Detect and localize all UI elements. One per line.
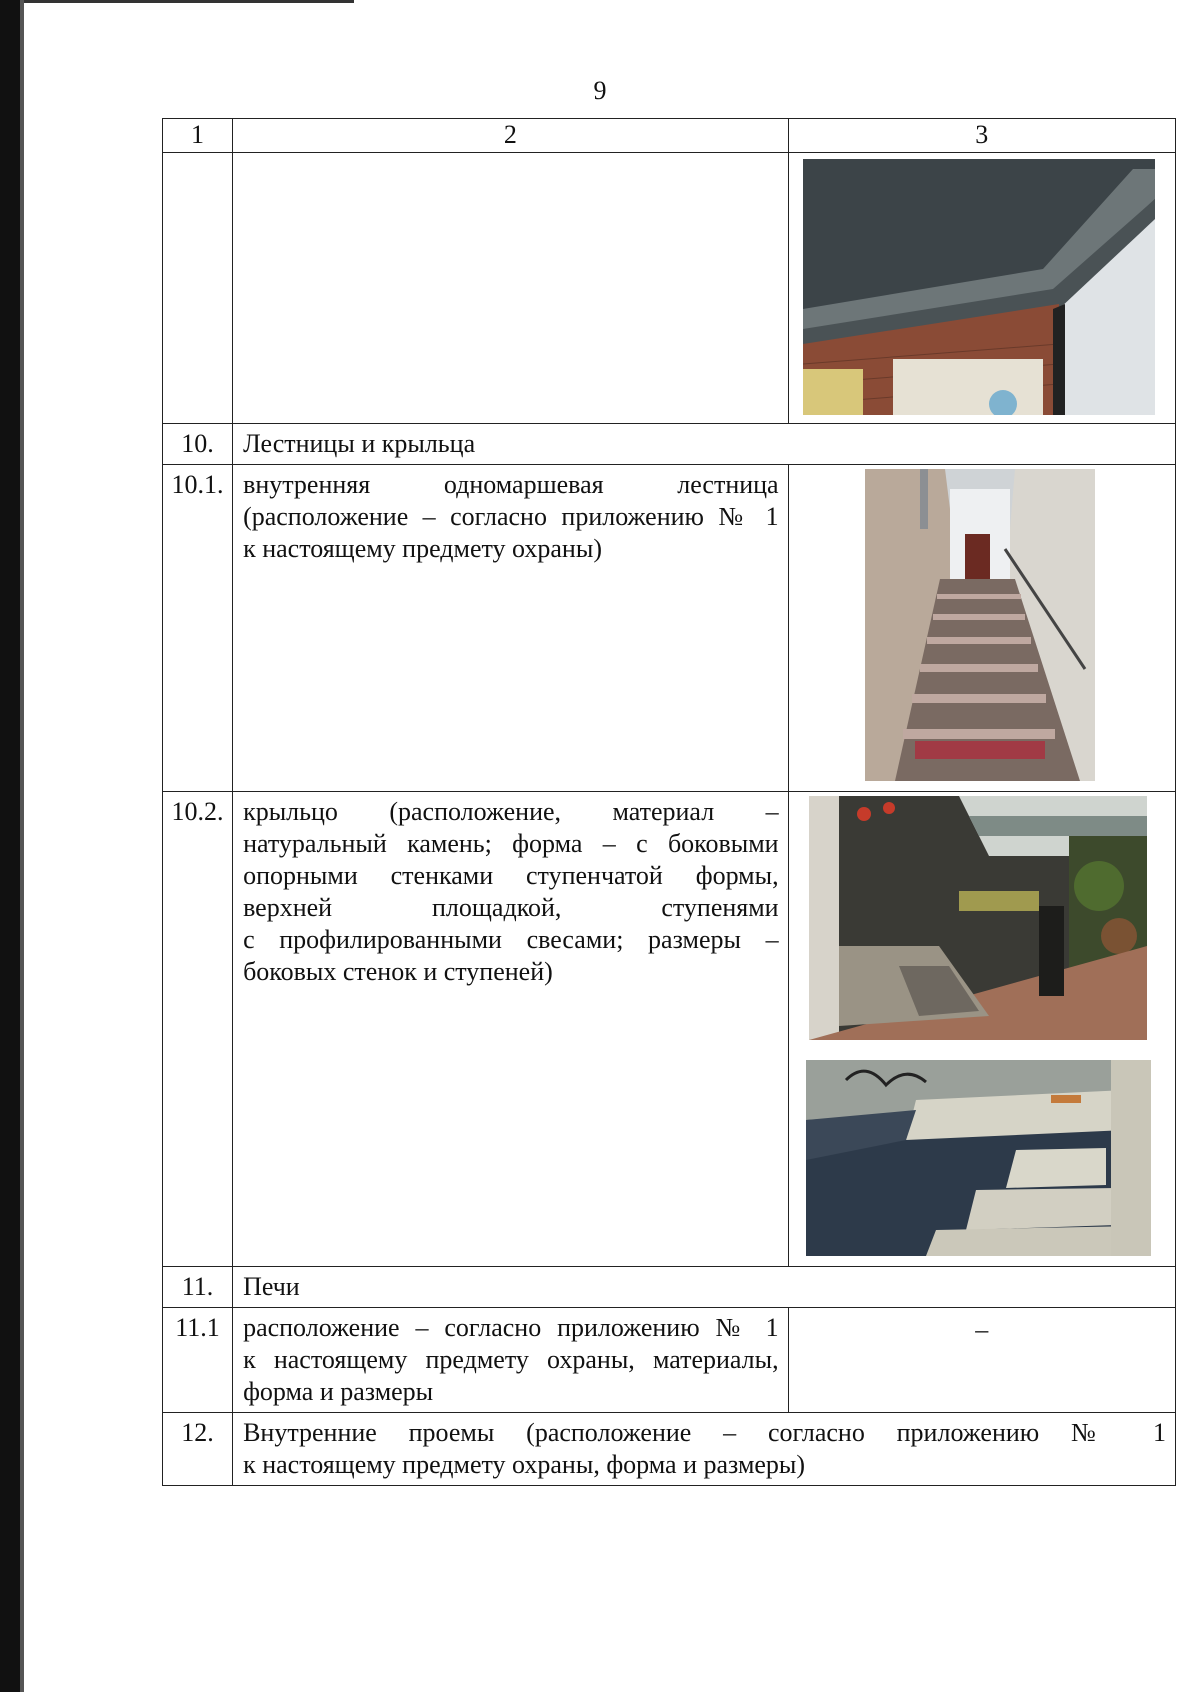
porch-street-photo — [809, 796, 1147, 1040]
row-number: 10. — [163, 424, 233, 465]
table-row-11-1 — [163, 1308, 1176, 1413]
table-row-section-10 — [163, 424, 1176, 465]
header-col-1: 1 — [163, 119, 233, 153]
table-row-10-1 — [163, 465, 1176, 792]
photo-cell — [788, 465, 1175, 792]
protection-subject-table — [162, 118, 1176, 1486]
scan-top-mark — [24, 0, 354, 3]
description-line: внутренняя одномаршевая лестница — [243, 470, 779, 499]
table-row-section-11 — [163, 1267, 1176, 1308]
description-line: верхней площадкой, ступенями — [243, 893, 779, 922]
section-title: Лестницы и крыльца — [233, 424, 1176, 465]
description-line: расположение – согласно приложению № 1 — [243, 1313, 779, 1342]
description-line: к настоящему предмету охраны, материалы, — [243, 1345, 779, 1374]
description-line: боковых стенок и ступеней) — [243, 957, 553, 986]
description-line: Внутренние проемы (расположение – согласно приложению № 1 — [243, 1418, 1166, 1447]
description-line: форма и размеры — [243, 1377, 434, 1406]
scan-border — [0, 0, 20, 1692]
description-line: крыльцо (расположение, материал – — [243, 797, 779, 826]
description-line: (расположение – согласно приложению № 1 — [243, 502, 779, 531]
description-line: к настоящему предмету охраны, форма и размеры) — [243, 1450, 806, 1479]
table-row-section-12 — [163, 1413, 1176, 1486]
table-row-photo-continuation — [163, 153, 1176, 424]
photo-cell — [788, 153, 1175, 424]
description-line: натуральный камень; форма – с боковыми — [243, 829, 779, 858]
staircase-photo — [865, 469, 1095, 781]
empty-cell — [233, 153, 789, 424]
row-number: 12. — [163, 1413, 233, 1486]
ceiling-cornice-photo — [803, 159, 1155, 415]
row-number: 11. — [163, 1267, 233, 1308]
item-description — [233, 1308, 789, 1413]
item-description — [233, 1413, 1176, 1486]
table-header-row — [163, 119, 1176, 153]
header-col-2: 2 — [233, 119, 789, 153]
row-number: 11.1 — [163, 1308, 233, 1413]
photo-cell — [788, 792, 1175, 1267]
scan-border-shadow — [20, 0, 24, 1692]
section-title: Печи — [233, 1267, 1176, 1308]
description-line: опорными стенками ступенчатой формы, — [243, 861, 779, 890]
no-photo-dash: – — [788, 1308, 1175, 1413]
item-description — [233, 465, 789, 792]
page-number: 9 — [593, 76, 607, 105]
porch-steps-photo — [806, 1060, 1151, 1256]
empty-cell — [163, 153, 233, 424]
description-line: с профилированными свесами; размеры – — [243, 925, 779, 954]
item-description — [233, 792, 789, 1267]
table-row-10-2 — [163, 792, 1176, 1267]
row-number: 10.1. — [163, 465, 233, 792]
header-col-3: 3 — [788, 119, 1175, 153]
description-line: к настоящему предмету охраны) — [243, 534, 602, 563]
row-number: 10.2. — [163, 792, 233, 1267]
